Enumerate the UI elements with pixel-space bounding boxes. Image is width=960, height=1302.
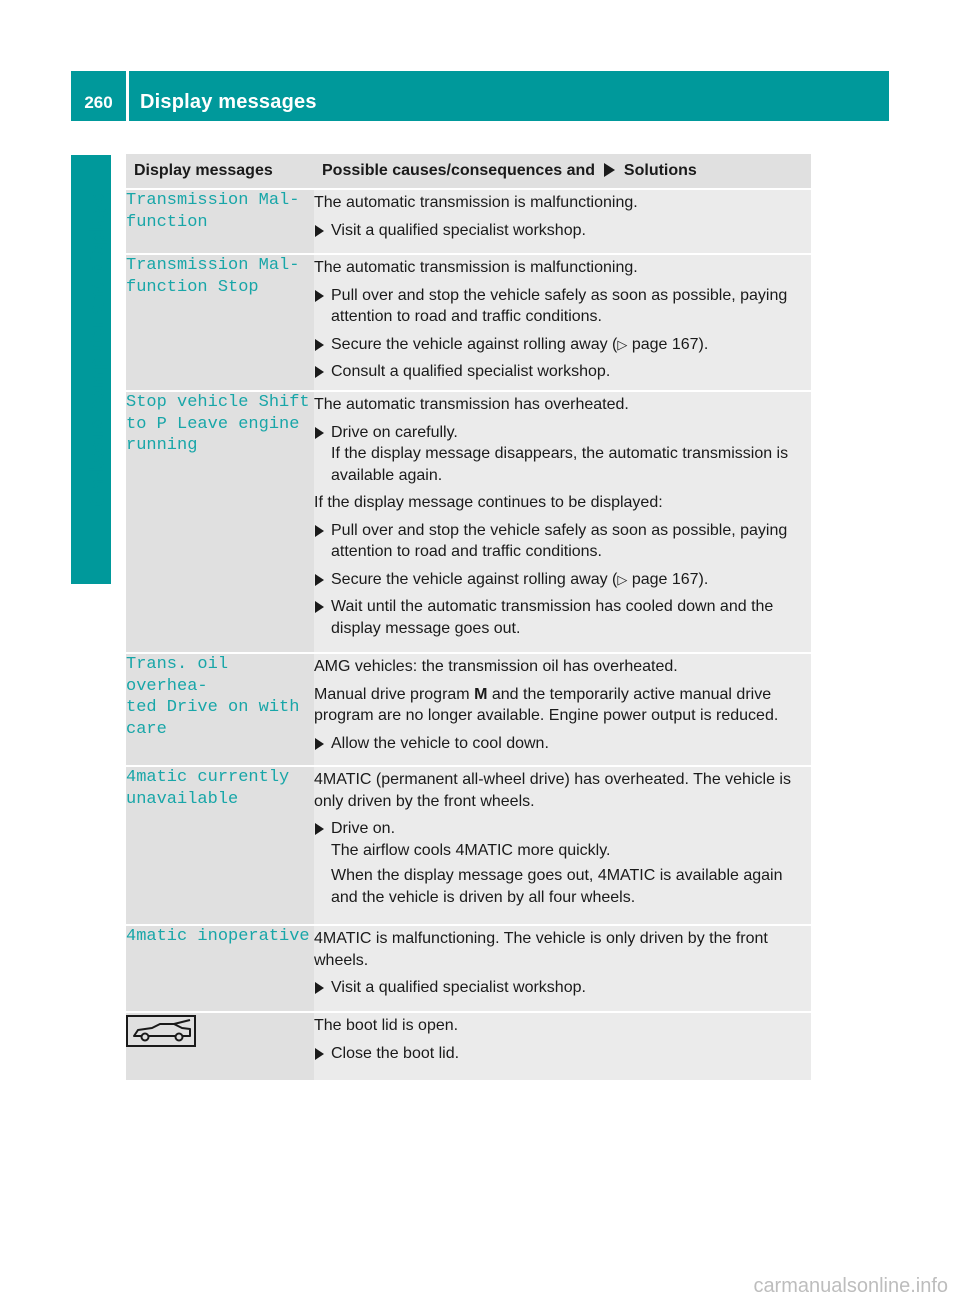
display-message-code: 4matic currently unavailable [126, 768, 290, 809]
message-cell [126, 189, 314, 254]
step-text: Drive on carefully. [331, 423, 458, 441]
solution-cell [314, 391, 811, 653]
col-header-causes-solutions [314, 154, 811, 189]
cause-text: AMG vehicles: the transmission oil has overheated. [314, 658, 678, 675]
step-arrow-icon [315, 525, 324, 537]
cause-text: The boot lid is open. [314, 1017, 459, 1034]
col-header-solutions-text: Solutions [623, 162, 697, 180]
solution-step [314, 334, 811, 356]
step-text: Visit a qualified specialist workshop. [331, 221, 586, 239]
display-messages-table [126, 154, 811, 1080]
solution-cell [314, 925, 811, 1012]
table-row [126, 254, 811, 391]
step-arrow-icon [315, 1048, 324, 1060]
page-title: Display messages [140, 91, 317, 113]
solution-cell [314, 766, 811, 925]
solution-step [314, 361, 811, 383]
side-tab-label: On-board computer and displays [86, 193, 109, 507]
step-text: Secure the vehicle against rolling away ( [331, 570, 618, 588]
solution-step [314, 1043, 811, 1065]
consequence-text [314, 684, 811, 727]
step-text: Visit a qualified specialist workshop. [331, 979, 586, 996]
step-note: When the display message goes out, 4MATIC is available again and the vehicle is driven by all four wheels. [331, 867, 783, 906]
display-message-code: Trans. oil overhea‑ ted Drive on with care [126, 655, 300, 739]
step-note: If the display message disappears, the automatic transmission is available again. [331, 445, 789, 484]
message-cell [126, 766, 314, 925]
cause-text: The automatic transmission has overheated. [314, 396, 629, 413]
page-ref-link[interactable]: page 167). [627, 570, 709, 588]
solution-step [314, 285, 811, 328]
display-message-code: Transmission Mal‑ function Stop [126, 256, 300, 297]
cause-text: The automatic transmission is malfunctioning. [314, 194, 638, 211]
step-text: Allow the vehicle to cool down. [331, 734, 549, 752]
solution-step [314, 422, 811, 487]
table-row [126, 1012, 811, 1080]
step-arrow-icon [315, 290, 324, 302]
step-arrow-icon [315, 427, 324, 439]
step-arrow-icon [315, 823, 324, 835]
solution-step [314, 520, 811, 563]
condition-text: If the display message continues to be displayed: [314, 494, 663, 511]
solution-step [314, 596, 811, 639]
solution-step [314, 733, 811, 755]
solution-cell [314, 1012, 811, 1080]
step-arrow-icon [315, 738, 324, 750]
boot-lid-open-icon [126, 1015, 196, 1047]
page-ref-link[interactable]: page 167). [627, 335, 709, 353]
step-text: Drive on. [331, 820, 396, 837]
solution-step [314, 220, 811, 242]
message-cell [126, 254, 314, 391]
step-text: Close the boot lid. [331, 1044, 460, 1062]
solution-cell [314, 254, 811, 391]
header-divider [126, 71, 129, 121]
table-row [126, 391, 811, 653]
solution-step [314, 818, 811, 908]
message-cell [126, 925, 314, 1012]
page-number: 260 [84, 93, 113, 112]
step-arrow-icon [315, 366, 324, 378]
drive-program-m: M [474, 685, 488, 703]
consequence-text-post: and the temporarily active manual drive program are no longer available. Engine power output is reduced. [314, 685, 779, 724]
solution-step [314, 569, 811, 591]
step-arrow-icon [315, 574, 324, 586]
table-row [126, 925, 811, 1012]
step-text: Pull over and stop the vehicle safely as soon as possible, paying attention to road and traffic conditions. [331, 521, 788, 560]
solution-step [314, 977, 811, 999]
table-row [126, 766, 811, 925]
page-ref-arrow-icon: ▷ [617, 336, 628, 352]
solution-cell [314, 189, 811, 254]
step-arrow-icon [315, 982, 324, 994]
page-ref-arrow-icon: ▷ [617, 571, 628, 587]
col-header-display-messages: Display messages [126, 154, 314, 189]
col-header-causes-text: Possible causes/consequences and [322, 162, 596, 180]
step-text: Wait until the automatic transmission has cooled down and the display message goes out. [331, 598, 774, 637]
cause-text: The automatic transmission is malfunctioning. [314, 259, 638, 276]
display-message-code: Transmission Mal‑ function [126, 191, 300, 232]
message-cell [126, 391, 314, 653]
step-arrow-icon [315, 601, 324, 613]
step-note: The airflow cools 4MATIC more quickly. [331, 841, 611, 859]
table-row [126, 653, 811, 766]
step-arrow-icon [315, 225, 324, 237]
step-text: Pull over and stop the vehicle safely as soon as possible, paying attention to road and traffic conditions. [331, 286, 788, 325]
cause-text: 4MATIC (permanent all-wheel drive) has overheated. The vehicle is only driven by the front wheels. [314, 771, 791, 810]
message-cell [126, 653, 314, 766]
cause-text: 4MATIC is malfunctioning. The vehicle is only driven by the front wheels. [314, 930, 768, 969]
display-message-code: Stop vehicle Shift to P Leave engine running [126, 393, 310, 455]
table-row [126, 189, 811, 254]
message-cell [126, 1012, 314, 1080]
consequence-text-pre: Manual drive program [314, 685, 475, 703]
step-text: Consult a qualified specialist workshop. [331, 363, 611, 380]
step-arrow-icon [315, 339, 324, 351]
play-arrow-icon [604, 163, 615, 177]
table-header-row [126, 154, 811, 189]
step-text: Secure the vehicle against rolling away ( [331, 335, 618, 353]
solution-cell [314, 653, 811, 766]
watermark: carmanualsonline.info [753, 1275, 948, 1297]
display-message-code: 4matic inoperative [126, 927, 310, 946]
